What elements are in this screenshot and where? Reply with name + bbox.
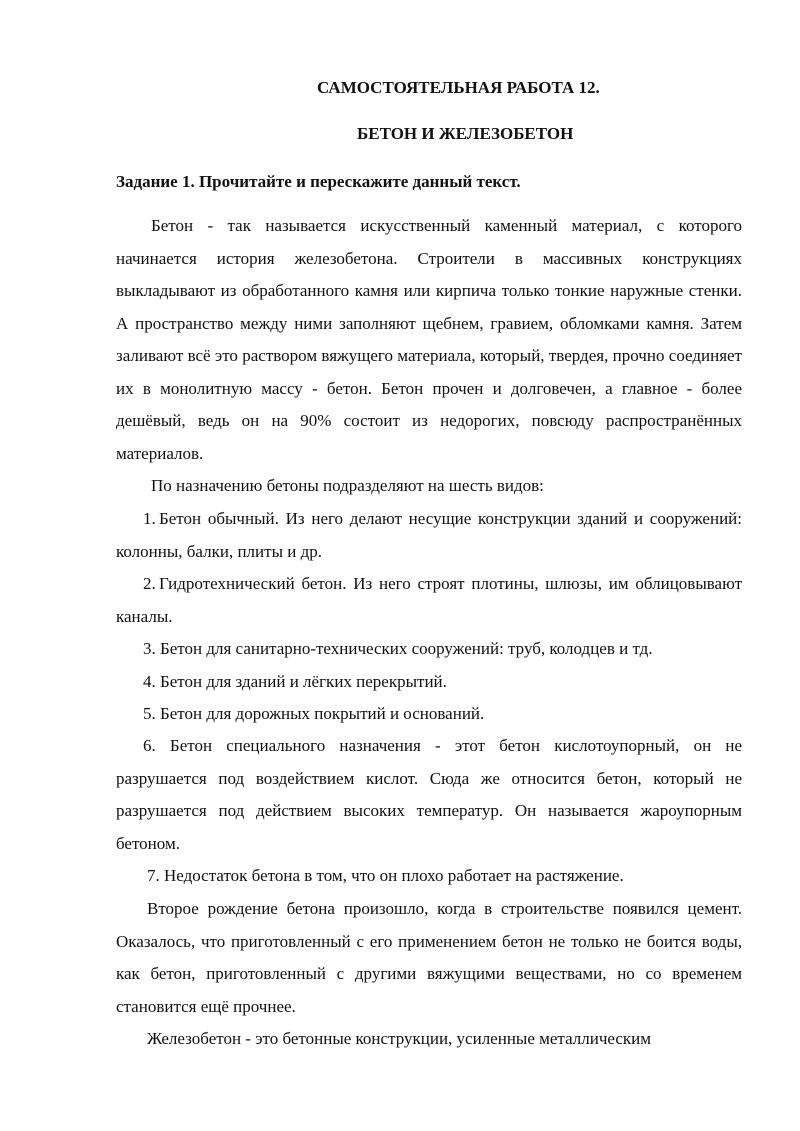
document-subtitle: БЕТОН И ЖЕЛЕЗОБЕТОН <box>357 124 574 143</box>
paragraph-cement: Второе рождение бетона произошло, когда в строительстве появился цемент. Оказалось, что приготовленный с его применением бетон не только не боится воды, как бетон, приготовленный с другими вяжущими веществами, но со временем становится ещё прочнее. <box>116 899 742 1016</box>
paragraph-intro: Бетон - так называется искусственный каменный материал, с которого начинается история железобетона. Строители в массивных конструкциях выкладывают из обработанного камня или кирпича только тонкие наружные стенки. А пространство между ними заполняют щебнем, гравием, обломками камня. Затем заливают всё это раствором вяжущего материала, который, твердея, прочно соединяет их в монолитную массу - бетон. Бетон прочен и долговечен, а главное - более дешёвый, ведь он на 90% состоит из недорогих, повсюду распространённых материалов. <box>116 216 742 463</box>
list-item-1 <box>116 503 742 568</box>
list-item-2 <box>116 568 742 633</box>
list-item-2-number: 2. <box>143 574 156 593</box>
list-item-6: 6. Бетон специального назначения - этот бетон кислотоупорный, он не разрушается под воздействием кислот. Сюда же относится бетон, который не разрушается под действием высоких температур. Он называется жароупорным бетоном. <box>116 736 742 853</box>
document-title: САМОСТОЯТЕЛЬНАЯ РАБОТА 12. <box>317 78 600 97</box>
task-heading: Задание 1. Прочитайте и перескажите данный текст. <box>116 172 521 191</box>
paragraph-types-text: По назначению бетоны подразделяют на шесть видов: <box>151 476 544 495</box>
list-item-1-text: Бетон обычный. Из него делают несущие конструкции зданий и сооружений: колонны, балки, плиты и др. <box>116 509 742 561</box>
list-items-3-5 <box>116 633 742 731</box>
list-item-1-number: 1. <box>143 509 156 528</box>
paragraph-types-intro <box>116 470 742 503</box>
paragraph-reinforced-concrete: Железобетон - это бетонные конструкции, усиленные металлическим <box>147 1029 652 1048</box>
list-item-7: 7. Недостаток бетона в том, что он плохо работает на растяжение. <box>147 866 624 885</box>
list-items-1-2 <box>116 503 742 633</box>
list-item-5: 5. Бетон для дорожных покрытий и оснований. <box>143 704 485 723</box>
list-item-7-wrap <box>116 860 742 893</box>
list-item-2-text: Гидротехнический бетон. Из него строят плотины, шлюзы, им облицовывают каналы. <box>116 574 742 626</box>
list-item-4: 4. Бетон для зданий и лёгких перекрытий. <box>143 671 447 691</box>
list-item-3: 3. Бетон для санитарно-технических сооружений: труб, колодцев и тд. <box>143 639 653 658</box>
